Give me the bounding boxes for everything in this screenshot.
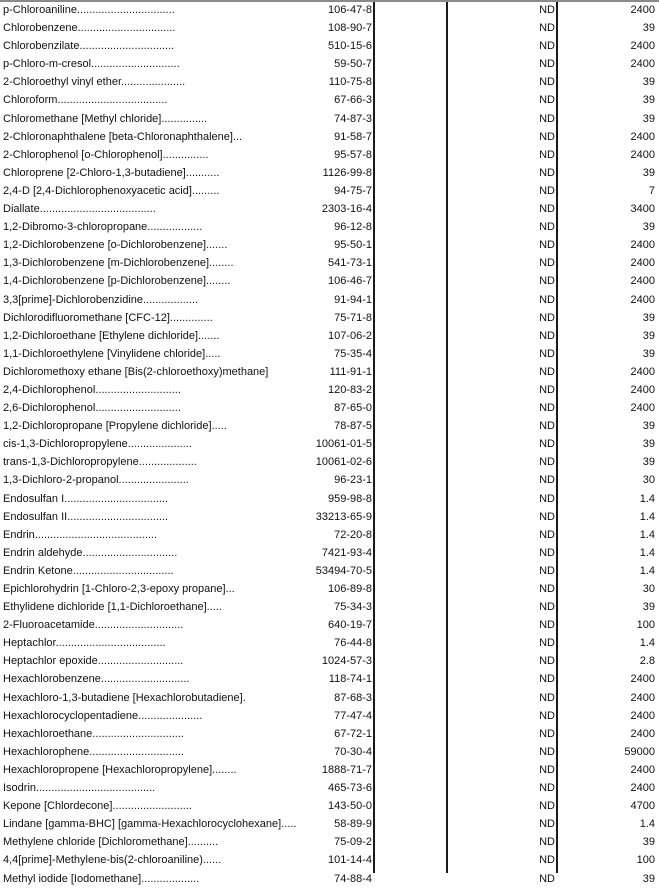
constituent-name: p-Chloroaniline................................ [3,4,175,16]
constituent-name: 2,6-Dichlorophenol............................ [3,402,181,415]
constituent-name: 4,4[prime]-Methylene-bis(2-chloroaniline)...... [3,854,222,867]
limit-value: 2400 [630,58,655,71]
limit-value: 2400 [630,365,655,378]
table-row [0,291,659,309]
cas-number: 1024-57-3 [321,655,372,668]
table-row [0,562,659,580]
result-value: ND [539,166,555,179]
cas-number: 95-57-8 [334,148,372,161]
cas-number: 75-09-2 [334,836,372,849]
cas-number: 959-98-8 [327,492,372,505]
result-value: ND [539,836,555,849]
constituent-name: 1,2-Dichloroethane [Ethylene dichloride]....... [3,329,220,342]
limit-value: 100 [636,854,655,867]
cas-number: 118-74-1 [328,673,372,686]
result-value: ND [539,22,555,35]
result-value: ND [539,854,555,867]
limit-value: 2400 [630,257,655,270]
constituent-name: 1,4-Dichlorobenzene [p-Dichlorobenzene]........ [3,275,231,288]
cas-number: 72-20-8 [334,528,372,541]
limit-value: 1.4 [639,510,655,523]
limit-value: 2400 [630,782,655,795]
result-value: ND [539,58,555,71]
table-row [0,91,659,109]
constituent-name: Chlorobenzene................................ [3,22,176,35]
limit-value: 39 [642,601,655,614]
constituent-name: Diallate...................................... [3,203,156,216]
table-row [0,526,659,544]
table-row [0,128,659,146]
cas-number: 75-71-8 [334,311,372,324]
limit-value: 1.4 [639,546,655,559]
limit-value: 2400 [630,148,655,161]
result-value: ND [539,619,555,632]
constituent-name: Hexachlorocyclopentadiene..................... [3,709,203,722]
table-row [0,1,659,19]
result-value: ND [539,203,555,216]
cas-number: 101-14-4 [327,854,372,867]
limit-value: 2.8 [639,655,655,668]
limit-value: 2400 [630,275,655,288]
table-row [0,743,659,761]
constituent-name: Hexachloro-1,3-butadiene [Hexachlorobutadiene]. [3,691,246,704]
limit-value: 2400 [630,709,655,722]
cas-number: 58-89-9 [334,818,372,831]
cas-number: 10061-01-5 [315,438,372,451]
limit-value: 2400 [630,383,655,396]
result-value: ND [539,528,555,541]
cas-number: 53494-70-5 [315,564,372,577]
result-value: ND [539,94,555,107]
cas-number: 640-19-7 [327,619,372,632]
limit-value: 4700 [630,800,655,813]
result-value: ND [539,800,555,813]
cas-number: 91-58-7 [334,130,372,143]
table-row [0,236,659,254]
table-row [0,55,659,73]
table-row [0,870,659,888]
table-row [0,182,659,200]
constituent-name: Endrin aldehyde............................... [3,546,178,559]
constituent-name: 1,2-Dichlorobenzene [o-Dichlorobenzene]....... [3,239,228,252]
constituent-name: 2-Chlorophenol [o-Chlorophenol]............... [3,148,209,161]
result-value: ND [539,257,555,270]
constituent-name: trans-1,3-Dichloropropylene................... [3,456,197,469]
table-row [0,110,659,128]
cas-number: 75-34-3 [334,601,372,614]
limit-value: 2400 [630,239,655,252]
table-row [0,851,659,869]
cas-number: 106-89-8 [327,583,372,595]
result-value: ND [539,112,555,125]
cas-number: 106-47-8 [327,4,372,16]
limit-value: 39 [642,456,655,469]
cas-number: 143-50-0 [327,800,372,813]
cas-number: 1126-99-8 [322,166,372,179]
constituent-name: 1,2-Dibromo-3-chloropropane.................. [3,221,203,234]
result-value: ND [539,510,555,523]
cas-number: 67-66-3 [334,94,372,107]
result-value: ND [539,655,555,668]
result-value: ND [539,818,555,831]
constituent-name: Epichlorohydrin [1-Chloro-2,3-epoxy propane]... [3,583,235,595]
table-row [0,797,659,815]
table-row [0,761,659,779]
table-row [0,652,659,670]
cas-number: 59-50-7 [334,58,372,71]
result-value: ND [539,239,555,252]
table-row [0,164,659,182]
cas-number: 120-83-2 [327,383,372,396]
result-value: ND [539,275,555,288]
result-value: ND [539,872,555,885]
constituent-name: Heptachlor epoxide............................ [3,655,184,668]
limit-value: 39 [642,76,655,89]
cas-number: 96-12-8 [334,221,372,234]
table-row [0,689,659,707]
result-value: ND [539,727,555,740]
result-value: ND [539,745,555,758]
cas-number: 465-73-6 [327,782,372,795]
constituent-name: Ethylidene dichloride [1,1-Dichloroethane]..... [3,601,222,614]
constituent-name: Dichlorodifluoromethane [CFC-12].............. [3,311,213,324]
table-row [0,73,659,91]
constituent-name: Endrin........................................ [3,528,158,541]
result-value: ND [539,347,555,360]
cas-number: 33213-65-9 [315,510,372,523]
result-value: ND [539,293,555,306]
table-row [0,399,659,417]
limit-value: 2400 [630,727,655,740]
limit-value: 1.4 [639,492,655,505]
limit-value: 2400 [630,40,655,53]
constituent-name: Heptachlor.................................... [3,637,166,650]
limit-value: 1.4 [639,818,655,831]
constituent-name: Hexachlorobenzene............................. [3,673,190,686]
table-row [0,254,659,272]
constituent-name: p-Chloro-m-cresol............................. [3,58,180,71]
cas-number: 1888-71-7 [321,763,372,776]
table-row [0,309,659,327]
cas-number: 7421-93-4 [321,546,372,559]
cas-number: 95-50-1 [334,239,372,252]
limit-value: 7 [648,184,655,197]
table-row [0,779,659,797]
limit-value: 3400 [630,203,655,216]
constituent-name: Dichloromethoxy ethane [Bis(2-chloroethoxy)methane] [3,365,269,378]
cas-number: 10061-02-6 [315,456,372,469]
limit-value: 2400 [630,293,655,306]
result-value: ND [539,474,555,487]
table-row [0,725,659,743]
limit-value: 39 [642,311,655,324]
constituent-name: cis-1,3-Dichloropropylene..................... [3,438,192,451]
result-value: ND [539,76,555,89]
table-row [0,580,659,598]
constituent-name: Methylene chloride [Dichloromethane].......... [3,836,219,849]
constituent-name: Methyl iodide [Iodomethane]................... [3,872,200,885]
table-row [0,417,659,435]
limit-value: 1.4 [639,637,655,650]
table-row [0,345,659,363]
constituent-name: 1,3-Dichlorobenzene [m-Dichlorobenzene]........ [3,257,234,270]
constituent-name: Hexachlorophene............................... [3,745,184,758]
constituent-name: Chloroform.................................... [3,94,168,107]
result-value: ND [539,709,555,722]
result-value: ND [539,673,555,686]
cas-number: 111-91-1 [329,365,372,378]
table-row [0,272,659,290]
cas-number: 96-23-1 [334,474,372,487]
constituent-name: 1,1-Dichloroethylene [Vinylidene chloride]..... [3,347,221,360]
table-row [0,19,659,37]
limit-value: 2400 [630,673,655,686]
limit-value: 30 [642,474,655,487]
cas-number: 510-15-6 [327,40,372,53]
result-value: ND [539,637,555,650]
constituent-name: 1,3-Dichloro-2-propanol....................... [3,474,189,487]
table-row [0,616,659,634]
result-value: ND [539,130,555,143]
table-row [0,200,659,218]
limit-value: 39 [642,420,655,433]
table-row [0,508,659,526]
result-value: ND [539,456,555,469]
constituent-name: Kepone [Chlordecone].......................... [3,800,192,813]
constituent-name: 2-Chloronaphthalene [beta-Chloronaphthalene]... [3,130,243,143]
limit-value: 39 [642,112,655,125]
result-value: ND [539,402,555,415]
cas-number: 107-06-2 [327,329,372,342]
result-value: ND [539,365,555,378]
limit-value: 59000 [624,745,655,758]
constituent-name: Lindane [gamma-BHC] [gamma-Hexachlorocyclohexane]..... [3,818,297,831]
constituents-table [0,1,659,888]
cas-number: 2303-16-4 [321,203,372,216]
cas-number: 74-88-4 [334,872,372,885]
result-value: ND [539,383,555,396]
limit-value: 1.4 [639,528,655,541]
table-row [0,218,659,236]
cas-number: 91-94-1 [334,293,372,306]
result-value: ND [539,583,555,595]
limit-value: 2400 [630,402,655,415]
cas-number: 106-46-7 [327,275,372,288]
limit-value: 39 [642,329,655,342]
constituent-name: Hexachloroethane.............................. [3,727,184,740]
constituent-name: Endosulfan I.................................. [3,492,169,505]
limit-value: 2400 [630,691,655,704]
cas-number: 77-47-4 [334,709,372,722]
result-value: ND [539,691,555,704]
cas-number: 76-44-8 [334,637,372,650]
result-value: ND [539,40,555,53]
table-row [0,146,659,164]
result-value: ND [539,420,555,433]
table-row [0,381,659,399]
constituent-name: Isodrin....................................... [3,782,156,795]
table-row [0,670,659,688]
limit-value: 39 [642,221,655,234]
cas-number: 87-68-3 [334,691,372,704]
constituent-name: Chlorobenzilate............................... [3,40,175,53]
cas-number: 67-72-1 [334,727,372,740]
table-row [0,327,659,345]
result-value: ND [539,221,555,234]
constituent-name: 1,2-Dichloropropane [Propylene dichloride]..... [3,420,227,433]
table-row [0,363,659,381]
result-value: ND [539,311,555,324]
table-row [0,833,659,851]
limit-value: 39 [642,872,655,885]
constituent-name: 2,4-Dichlorophenol............................ [3,383,181,396]
result-value: ND [539,601,555,614]
table-row [0,471,659,489]
result-value: ND [539,564,555,577]
limit-value: 39 [642,438,655,451]
table-row [0,544,659,562]
limit-value: 2400 [630,763,655,776]
constituent-name: Endosulfan II................................. [3,510,169,523]
limit-value: 39 [642,347,655,360]
result-value: ND [539,763,555,776]
limit-value: 1.4 [639,564,655,577]
table-row [0,490,659,508]
table-row [0,435,659,453]
result-value: ND [539,148,555,161]
cas-number: 87-65-0 [334,402,372,415]
result-value: ND [539,4,555,16]
limit-value: 39 [642,836,655,849]
cas-number: 75-35-4 [334,347,372,360]
result-value: ND [539,438,555,451]
result-value: ND [539,184,555,197]
limit-value: 2400 [630,4,655,16]
constituent-name: Chloroprene [2-Chloro-1,3-butadiene]........... [3,166,220,179]
result-value: ND [539,546,555,559]
result-value: ND [539,329,555,342]
cas-number: 78-87-5 [334,420,372,433]
constituent-name: 3,3[prime]-Dichlorobenzidine.................. [3,293,199,306]
cas-number: 94-75-7 [334,184,372,197]
table-row [0,634,659,652]
cas-number: 110-75-8 [328,76,372,89]
limit-value: 30 [642,583,655,595]
table-row [0,707,659,725]
constituent-name: Endrin Ketone................................. [3,564,174,577]
limit-value: 2400 [630,130,655,143]
limit-value: 39 [642,22,655,35]
limit-value: 39 [642,94,655,107]
constituent-name: 2,4-D [2,4-Dichlorophenoxyacetic acid]......... [3,184,220,197]
table-row [0,37,659,55]
table-row [0,598,659,616]
table-row [0,815,659,833]
cas-number: 108-90-7 [327,22,372,35]
constituent-name: Chloromethane [Methyl chloride]............... [3,112,208,125]
constituent-name: Hexachloropropene [Hexachloropropylene]........ [3,763,237,776]
cas-number: 74-87-3 [334,112,372,125]
constituent-name: 2-Fluoroacetamide............................. [3,619,184,632]
limit-value: 39 [642,166,655,179]
result-value: ND [539,492,555,505]
limit-value: 100 [636,619,655,632]
table-row [0,453,659,471]
cas-number: 541-73-1 [327,257,372,270]
result-value: ND [539,782,555,795]
constituent-name: 2-Chloroethyl vinyl ether..................... [3,76,186,89]
cas-number: 70-30-4 [334,745,372,758]
